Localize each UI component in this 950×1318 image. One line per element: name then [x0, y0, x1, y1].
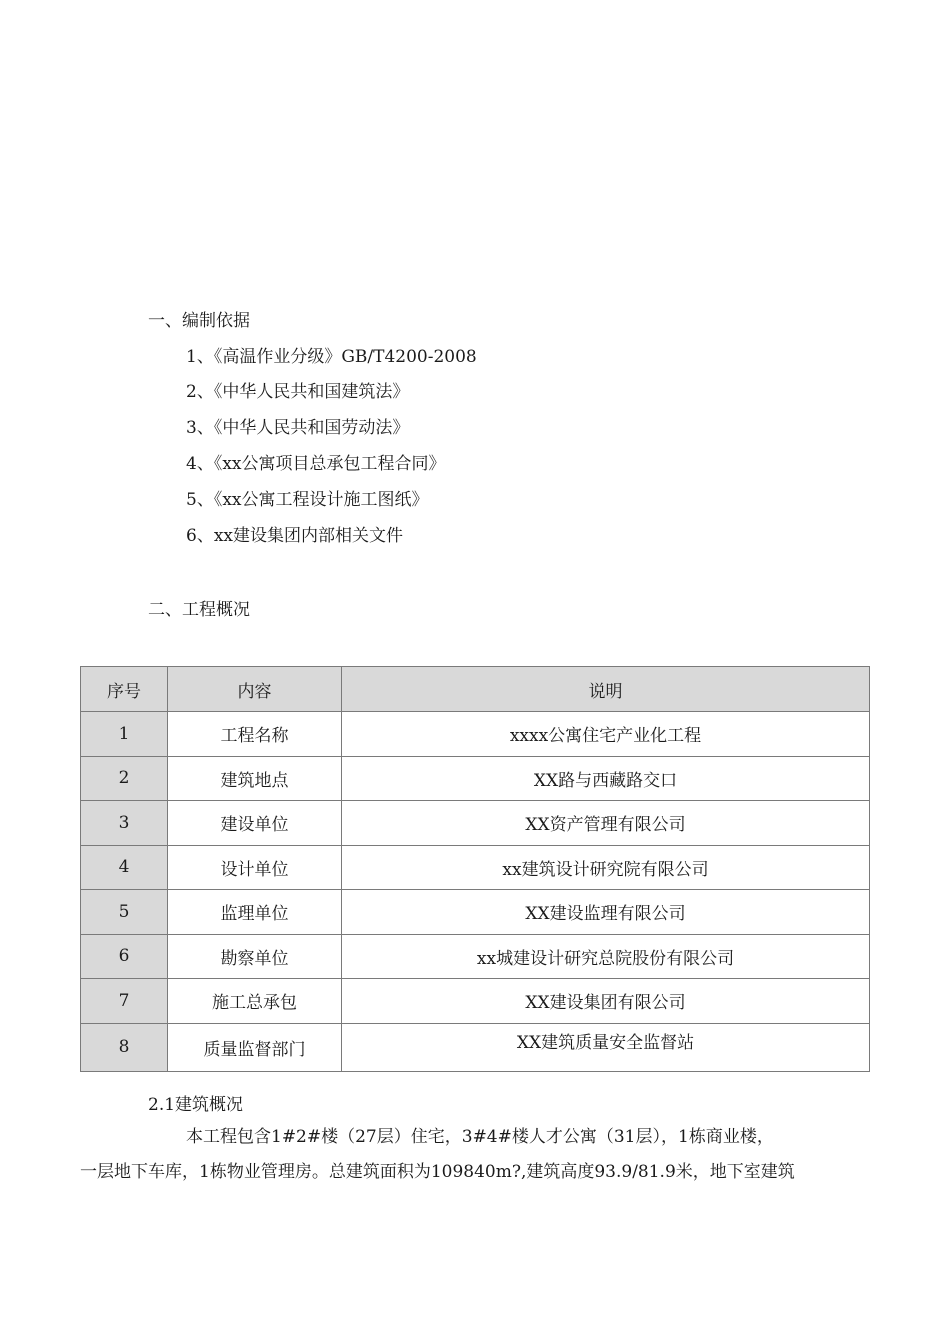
row-item: 建筑地点: [168, 756, 342, 801]
table-row: [81, 712, 870, 757]
reference-item: 2、《中华人民共和国建筑法》: [186, 382, 410, 402]
row-description: XX建筑质量安全监督站: [342, 1023, 870, 1072]
row-description: XX路与西藏路交口: [342, 756, 870, 801]
row-description: XX建设集团有限公司: [342, 979, 870, 1024]
reference-item: 3、《中华人民共和国劳动法》: [186, 418, 410, 438]
paragraph-line: 一层地下车库，1栋物业管理房。总建筑面积为109840m?,建筑高度93.9/81.9米，地下室建筑: [80, 1162, 795, 1182]
row-item: 施工总承包: [168, 979, 342, 1024]
header-index: 序号: [81, 667, 168, 712]
header-description: 说明: [342, 667, 870, 712]
table-row: [81, 934, 870, 979]
header-content: 内容: [168, 667, 342, 712]
section-heading-overview: 二、工程概况: [148, 600, 250, 620]
reference-item: 5、《xx公寓工程设计施工图纸》: [186, 490, 429, 510]
row-item: 质量监督部门: [168, 1023, 342, 1072]
row-description: XX资产管理有限公司: [342, 801, 870, 846]
reference-item: 4、《xx公寓项目总承包工程合同》: [186, 454, 446, 474]
paragraph-line: 本工程包含1#2#楼（27层）住宅，3#4#楼人才公寓（31层），1栋商业楼，: [186, 1127, 774, 1147]
section-heading-basis: 一、编制依据: [148, 311, 250, 331]
reference-item: 1、《高温作业分级》GB/T4200-2008: [186, 347, 477, 367]
table-row: [81, 1023, 870, 1072]
subsection-heading: 2.1建筑概况: [148, 1095, 244, 1115]
row-item: 监理单位: [168, 890, 342, 935]
row-index: 8: [81, 1023, 168, 1072]
row-item: 设计单位: [168, 845, 342, 890]
row-description: XX建设监理有限公司: [342, 890, 870, 935]
row-description: xx建筑设计研究院有限公司: [342, 845, 870, 890]
table-row: [81, 845, 870, 890]
row-item: 勘察单位: [168, 934, 342, 979]
table-row: [81, 890, 870, 935]
row-index: 6: [81, 934, 168, 979]
row-item: 建设单位: [168, 801, 342, 846]
row-item: 工程名称: [168, 712, 342, 757]
table-row: [81, 979, 870, 1024]
project-overview-table: [80, 666, 870, 1072]
row-index: 2: [81, 756, 168, 801]
reference-item: 6、xx建设集团内部相关文件: [186, 526, 403, 546]
row-description: xxxx公寓住宅产业化工程: [342, 712, 870, 757]
row-index: 3: [81, 801, 168, 846]
table-row: [81, 801, 870, 846]
row-index: 1: [81, 712, 168, 757]
table-row: [81, 756, 870, 801]
row-description: xx城建设计研究总院股份有限公司: [342, 934, 870, 979]
table-header-row: [81, 667, 870, 712]
row-index: 4: [81, 845, 168, 890]
row-index: 7: [81, 979, 168, 1024]
row-index: 5: [81, 890, 168, 935]
